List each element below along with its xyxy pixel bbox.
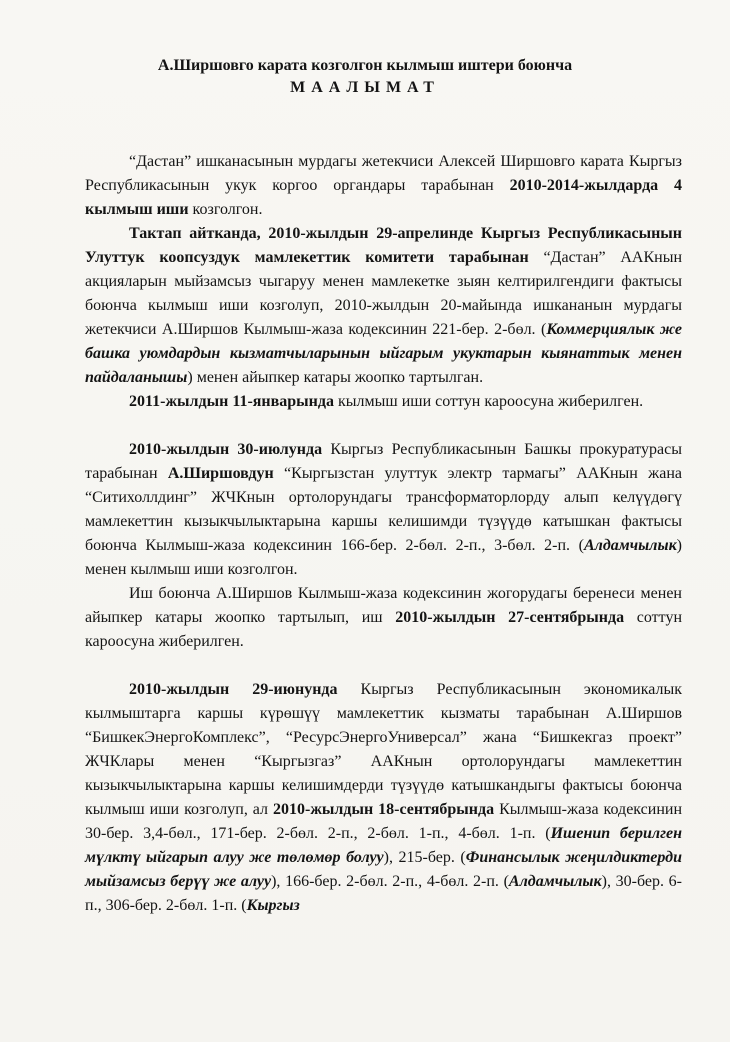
bold-italic-text: Алдамчылык xyxy=(508,873,602,890)
bold-italic-text: Финансылык жеңилдиктерди мыйзамсыз берүү же алуу xyxy=(85,849,683,890)
paragraph-4 xyxy=(85,438,682,582)
text-run: ), 215-бер. ( xyxy=(383,849,466,866)
document-title: А.Ширшовго карата козголгон кылмыш иштери боюнча xyxy=(157,57,573,74)
bold-text: 2010-жылдын 27-сентябрында xyxy=(395,609,625,626)
bold-italic-text: Кыргыз xyxy=(246,897,300,914)
paragraph-2 xyxy=(85,222,682,390)
document-body xyxy=(85,150,682,918)
text-run: ), 166-бер. 2-бөл. 2-п., 4-бөл. 2-п. ( xyxy=(271,873,509,890)
bold-text: 2010-2014-жылдарда 4 кылмыш иши xyxy=(85,177,682,218)
bold-text: 2010-жылдын 29-июнунда xyxy=(129,681,338,698)
bold-italic-text: Ишенип берилген мүлктү ыйгарып алуу же төлөмөр болуу xyxy=(85,825,683,866)
paragraph-3 xyxy=(85,390,682,414)
paragraph-gap xyxy=(85,414,682,438)
text-run: соттун кароосуна жиберилген. xyxy=(85,609,683,650)
bold-text: 2010-жылдын 30-июлунда xyxy=(129,441,323,458)
text-run: ) менен кылмыш иши козголгон. xyxy=(85,537,682,578)
bold-text: 2011-жылдын 11-январында xyxy=(129,393,334,410)
text-run: Кылмыш-жаза кодексинин 30-бер. 3,4-бөл., 171-бер. 2-бөл. 2-п., 2-бөл. 1-п., 4-бөл. 1-п. ( xyxy=(85,801,683,842)
paragraph-gap xyxy=(85,654,682,678)
paragraph-5 xyxy=(85,582,682,654)
bold-text: 2010-жылдын 18-сентябрында xyxy=(273,801,495,818)
paragraph-1 xyxy=(85,150,682,222)
text-run: кылмыш иши соттун кароосуна жиберилген. xyxy=(333,393,644,410)
paragraph-6 xyxy=(85,678,682,918)
text-run: Кыргыз Республикасынын экономикалык кылмыштарга каршы күрөшүү мамлекеттик кызматы тарабынан А.Ширшов “БишкекЭнергоКомплекс”, “РесурсЭнергоУниверсал” жана “Бишкекгаз проект” ЖЧКлары менен “Кыргызгаз” ААКнын ортолорундагы мамлекеттин кызыкчылыктарына каршы келишимдерди түзүүдө катышкандыгы фактысы боюнча кылмыш иши козголуп, ал xyxy=(85,681,682,818)
text-run: “Кыргызстан улуттук электр тармагы” ААКнын жана “Ситихоллдинг” ЖЧКнын ортолорундагы трансформаторлорду алып келүүдөгү мамлекеттин кызыкчылыктарына каршы келишимди түзүүдө катышкан фактысы боюнча Кылмыш-жаза кодексинин 166-бер. 2-бөл. 2-п., 3-бөл. 2-п. ( xyxy=(85,465,683,554)
bold-italic-text: Коммерциялык же башка уюмдардын кызматчыларынын ыйгарым укуктарын кыянаттык менен пайдаланышы xyxy=(85,321,682,386)
text-run: козголгон. xyxy=(188,201,263,218)
text-run: ), 30-бер. 6-п., 306-бер. 2-бөл. 1-п. ( xyxy=(85,873,683,914)
bold-text: Тактап айтканда, 2010-жылдын 29-апрелинде Кыргыз Республикасынын Улуттук коопсуздук мамлекеттик комитети тарабынан xyxy=(85,225,682,266)
bold-italic-text: Алдамчылык xyxy=(583,537,677,554)
text-run: “Дастан” ААКнын акцияларын мыйзамсыз чыгаруу менен мамлекетке зыян келтирилгендиги фактысы боюнча кылмыш иши козголуп, 2010-жылдын 20-майында ишкананын мурдагы жетекчиси А.Ширшов Кылмыш-жаза кодексинин 221-бер. 2-бөл. ( xyxy=(85,249,683,338)
text-run: “Дастан” ишканасынын мурдагы жетекчиси Алексей Ширшовго карата Кыргыз Республикасынын укук коргоо органдары тарабынан xyxy=(85,153,682,194)
bold-text: А.Ширшовдун xyxy=(167,465,274,482)
document-subtitle: МААЛЫМАТ xyxy=(290,79,440,96)
text-run: Кыргыз Республикасынын Башкы прокуратурасы тарабынан xyxy=(85,441,682,482)
text-run: ) менен айыпкер катары жоопко тартылган. xyxy=(187,369,484,386)
text-run: Иш боюнча А.Ширшов Кылмыш-жаза кодексинин жогорудагы беренеси менен айыпкер катары жоопко тартылып, иш xyxy=(85,585,682,626)
